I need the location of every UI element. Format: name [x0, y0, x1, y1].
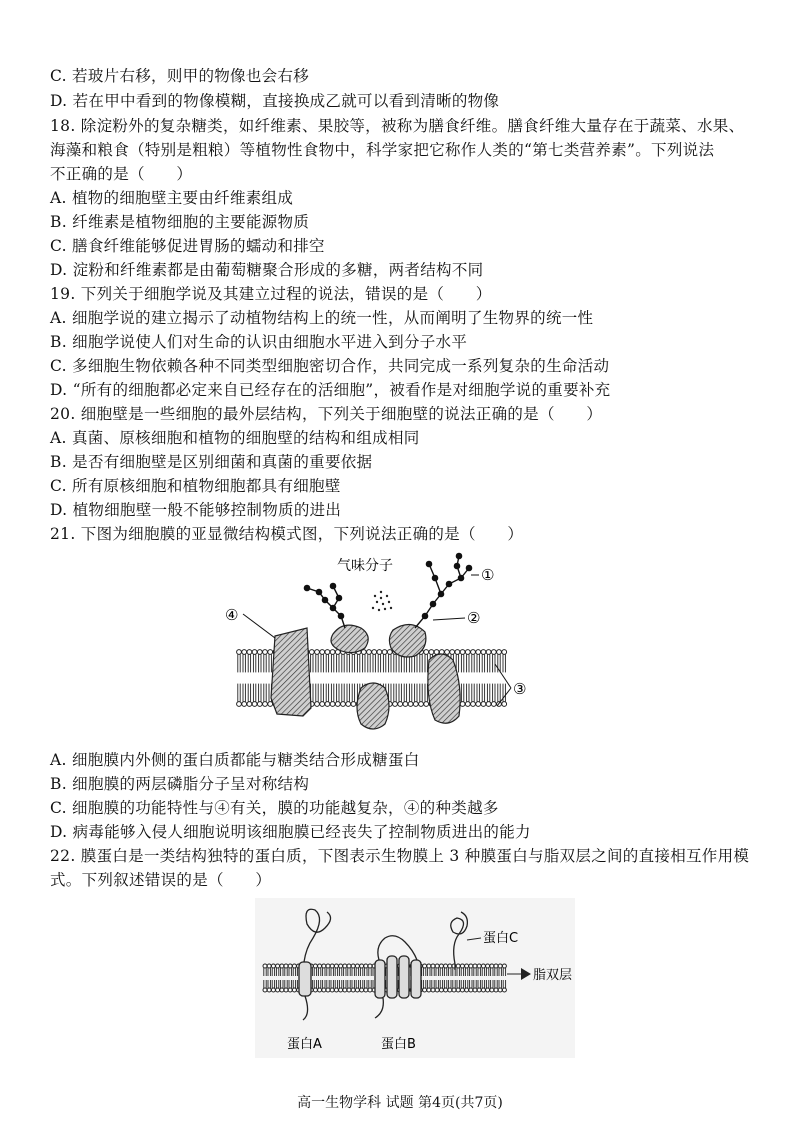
receptor-protein-right: [389, 624, 425, 657]
label-1: ①: [481, 566, 495, 584]
option-20a: A. 真菌、原核细胞和植物的细胞壁的结构和组成相同: [50, 429, 420, 447]
sugar-chain-left: [304, 583, 345, 628]
label-4: ④: [225, 606, 239, 624]
question-22-stem-2: 式。下列叙述错误的是（ ）: [50, 871, 272, 889]
channel-protein: [271, 628, 311, 716]
option-18a: A. 植物的细胞壁主要由纤维素组成: [50, 189, 294, 207]
protein-b-label: 蛋白B: [381, 1037, 416, 1052]
odor-molecule-label: 气味分子: [337, 558, 393, 574]
option-21a: A. 细胞膜内外侧的蛋白质都能与糖类结合形成糖蛋白: [50, 751, 420, 769]
odor-molecules: [372, 591, 392, 611]
membrane-protein-figure: [255, 898, 575, 1058]
question-18-stem-3: 不正确的是（ ）: [50, 165, 193, 183]
membrane-figure: [215, 548, 535, 748]
protein-c-label: 蛋白C: [483, 931, 519, 946]
question-18-stem-2: 海藻和粮食（特别是粗粮）等植物性食物中，科学家把它称作人类的“第七类营养素”。下列说法: [50, 141, 715, 159]
question-21-stem: 21. 下图为细胞膜的亚显微结构模式图，下列说法正确的是（ ）: [50, 525, 524, 543]
option-17c: C. 若玻片右移，则甲的物像也会右移: [50, 67, 310, 85]
question-18-stem-1: 18. 除淀粉外的复杂糖类，如纤维素、果胶等，被称为膳食纤维。膳食纤维大量存在于蔬菜、水果、: [50, 117, 745, 135]
option-17d: D. 若在甲中看到的物像模糊，直接换成乙就可以看到清晰的物像: [50, 92, 500, 110]
option-21b: B. 细胞膜的两层磷脂分子呈对称结构: [50, 775, 310, 793]
page-footer: 高一生物学科 试题 第4页(共7页): [297, 1095, 503, 1111]
option-19c: C. 多细胞生物依赖各种不同类型细胞密切合作，共同完成一系列复杂的生命活动: [50, 357, 610, 375]
receptor-protein-left: [331, 625, 368, 652]
label-3: ③: [513, 680, 527, 698]
transmembrane-protein-right: [428, 654, 460, 723]
protein-a-label: 蛋白A: [287, 1037, 322, 1052]
option-20d: D. 植物细胞壁一般不能够控制物质的进出: [50, 501, 342, 519]
membrane-protein-diagram: [255, 898, 575, 1058]
option-19b: B. 细胞学说使人们对生命的认识由细胞水平进入到分子水平: [50, 333, 468, 351]
option-20c: C. 所有原核细胞和植物细胞都具有细胞壁: [50, 477, 341, 495]
option-18c: C. 膳食纤维能够促进胃肠的蠕动和排空: [50, 237, 325, 255]
option-18d: D. 淀粉和纤维素都是由葡萄糖聚合形成的多糖，两者结构不同: [50, 261, 484, 279]
label-2: ②: [467, 609, 481, 627]
membrane-diagram: [215, 548, 535, 748]
lipid-bilayer-label: 脂双层: [533, 968, 573, 983]
peripheral-protein-bottom: [357, 683, 389, 729]
sugar-chain-right: [415, 553, 472, 628]
option-19d: D. “所有的细胞都必定来自已经存在的活细胞”，被看作是对细胞学说的重要补充: [50, 381, 611, 399]
question-19-stem: 19. 下列关于细胞学说及其建立过程的说法，错误的是（ ）: [50, 285, 492, 303]
option-21c: C. 细胞膜的功能特性与④有关，膜的功能越复杂，④的种类越多: [50, 799, 499, 817]
option-18b: B. 纤维素是植物细胞的主要能源物质: [50, 213, 310, 231]
question-22-stem-1: 22. 膜蛋白是一类结构独特的蛋白质，下图表示生物膜上 3 种膜蛋白与脂双层之间的直接相互作用模: [50, 847, 750, 865]
option-21d: D. 病毒能够入侵人细胞说明该细胞膜已经丧失了控制物质进出的能力: [50, 823, 531, 841]
question-20-stem: 20. 细胞壁是一些细胞的最外层结构，下列关于细胞壁的说法正确的是（ ）: [50, 405, 603, 423]
option-19a: A. 细胞学说的建立揭示了动植物结构上的统一性，从而阐明了生物界的统一性: [50, 309, 594, 327]
option-20b: B. 是否有细胞壁是区别细菌和真菌的重要依据: [50, 453, 373, 471]
